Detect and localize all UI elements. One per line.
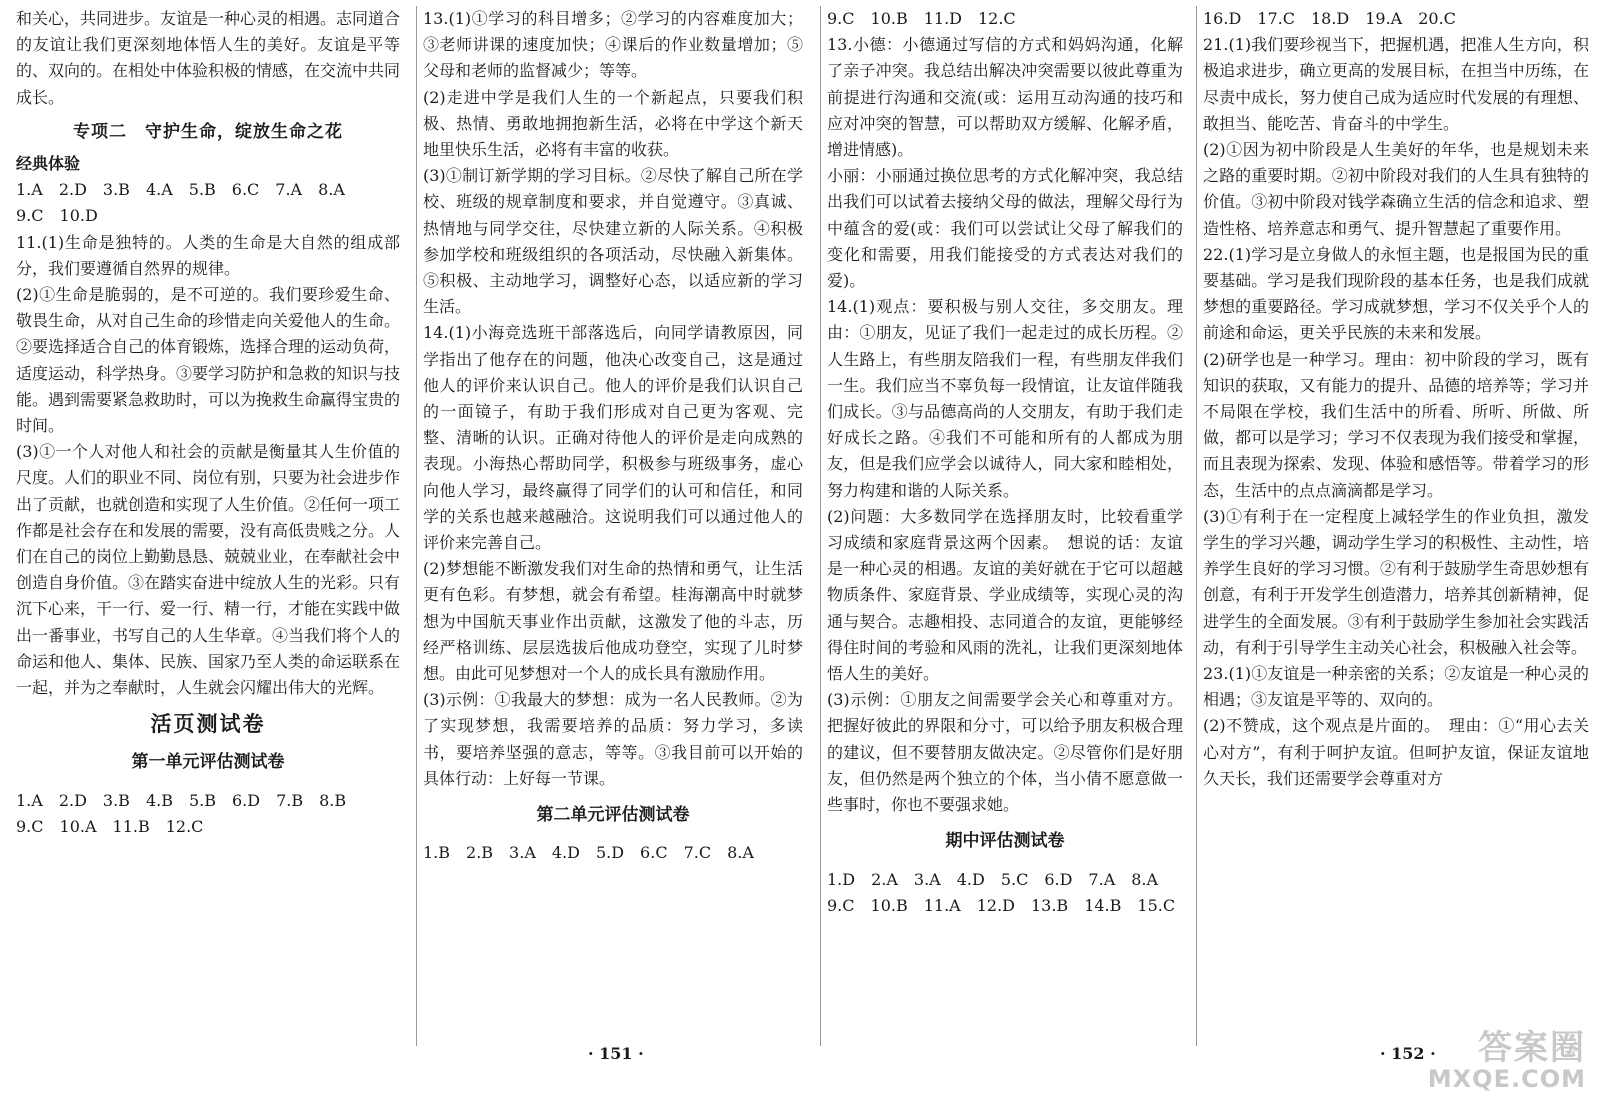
question-14-part-2: (2)梦想能不断激发我们对生命的热情和勇气，让生活更有色彩。有梦想，就会有希望。桂海潮高中时就梦想为中国航天事业作出贡献，这激发了他的斗志，历经严格训练、层层选拔后他成功登空，实现了儿时梦想。由此可见梦想对一个人的成长具有激励作用。 bbox=[423, 559, 803, 684]
big-title: 活页测试卷 bbox=[150, 711, 266, 737]
answer-line: 9.C 10.B 11.A 12.D 13.B 14.B 15.C bbox=[827, 895, 1176, 915]
unit-title: 第二单元评估测试卷 bbox=[536, 805, 690, 826]
question-22-part-3: (3)①有利于在一定程度上减轻学生的作业负担，激发学生的学习兴趣，调动学生学习的积极性、主动性，培养学生良好的学习习惯。②有利于鼓励学生奇思妙想有创意，有利于开发学生创造潜力，培养其创新精神，促进学生的全面发展。③有利于鼓励学生参加社会实践活动，有利于引导学生主动关心社会，积极融入社会等。 bbox=[1203, 506, 1589, 657]
page-number-right: · 152 · bbox=[1380, 1044, 1436, 1063]
question-14-part-1: 14.(1)观点：要积极与别人交往，多交朋友。理由：①朋友，见证了我们一起走过的成长历程。②人生路上，有些朋友陪我们一程，有些朋友伴我们一生。我们应当不辜负每一段情谊，让友谊伴随我们成长。③与品德高尚的人交朋友，有助于我们走好成长之路。④我们不可能和所有的人都成为朋友，但是我们应学会以诚待人，同大家和睦相处，努力构建和谐的人际关系。 bbox=[827, 297, 1183, 500]
answer-line: 9.C 10.D bbox=[16, 206, 98, 226]
answer-line: 9.C 10.A 11.B 12.C bbox=[16, 816, 204, 836]
question-22-part-1: 22.(1)学习是立身做人的永恒主题，也是报国为民的重要基础。学习是我们现阶段的基本任务，也是我们成就梦想的重要路径。学习成就梦想，学习不仅关乎个人的前途和命运，更关乎民族的未来和发展。 bbox=[1203, 244, 1589, 343]
column-1 bbox=[16, 6, 400, 1046]
question-21-part-1: 21.(1)我们要珍视当下，把握机遇，把准人生方向，积极追求进步，确立更高的发展目标，在担当中历练，在尽责中成长，努力使自己成为适应时代发展的有理想、敢担当、能吃苦、肯奋斗的中学生。 bbox=[1203, 35, 1589, 133]
paragraph: 和关心，共同进步。友谊是一种心灵的相遇。志同道合的友谊让我们更深刻地体悟人生的美好。友谊是平等的、双向的。在相处中体验积极的情感，在交流中共同成长。 bbox=[16, 9, 400, 107]
question-21-part-2: (2)①因为初中阶段是人生美好的年华，也是规划未来之路的重要时期。②初中阶段对我们的人生具有独特的价值。③初中阶段对钱学森确立生活的信念和追求、塑造性格、培养意志和勇气、提升智慧起了重要作用。 bbox=[1203, 140, 1589, 238]
question-13-part-b: 小丽：小丽通过换位思考的方式化解冲突，我总结出我们可以试着去接纳父母的做法，理解父母行为中蕴含的爱(或：我们可以尝试让父母了解我们的变化和需要，用我们能接受的方式表达对我们的爱)。 bbox=[827, 166, 1183, 291]
sub-title: 经典体验 bbox=[16, 154, 81, 174]
question-11-part-2: (2)①生命是脆弱的，是不可逆的。我们要珍爱生命、敬畏生命，从对自己生命的珍惜走向关爱他人的生命。②要选择适合自己的体育锻炼，选择合理的运动负荷，适度运动，科学热身。③要学习防护和急救的知识与技能。遇到需要紧急救助时，可以为挽救生命赢得宝贵的时间。 bbox=[16, 285, 400, 436]
answer-line: 1.A 2.D 3.B 4.A 5.B 6.C 7.A 8.A bbox=[16, 180, 345, 200]
column-2 bbox=[416, 6, 803, 1046]
question-13-part-2: (2)走进中学是我们人生的一个新起点，只要我们积极、热情、勇敢地拥抱新生活，必将在中学这个新天地里快乐生活，必将有丰富的收获。 bbox=[423, 87, 803, 160]
question-14-part-3: (3)示例：①我最大的梦想：成为一名人民教师。②为了实现梦想，我需要培养的品质：努力学习，多读书，要培养坚强的意志，等等。③我目前可以开始的具体行动：上好每一节课。 bbox=[423, 690, 803, 788]
exam-title: 期中评估测试卷 bbox=[945, 831, 1065, 852]
answer-line: 9.C 10.B 11.D 12.C bbox=[827, 9, 1016, 28]
watermark: 答案圈 MXQE.COM bbox=[1427, 1028, 1586, 1093]
question-23-part-1: 23.(1)①友谊是一种亲密的关系；②友谊是一种心灵的相遇；③友谊是平等的、双向的。 bbox=[1203, 664, 1589, 710]
answer-line: 16.D 17.C 18.D 19.A 20.C bbox=[1203, 9, 1456, 28]
column-3 bbox=[820, 6, 1183, 1046]
section-title: 专项二 守护生命，绽放生命之花 bbox=[73, 121, 343, 142]
question-14-part-2: (2)问题：大多数同学在选择朋友时，比较看重学习成绩和家庭背景这两个因素。 想说的话：友谊是一种心灵的相遇。友谊的美好就在于它可以超越物质条件、家庭背景、学业成绩等，实现心灵的沟通与契合。志趣相投、志同道合的友谊，更能够经得住时间的考验和风雨的洗礼，让我们更深刻地体悟人生的美好。 bbox=[827, 506, 1183, 684]
question-11-part-3: (3)①一个人对他人和社会的贡献是衡量其人生价值的尺度。人们的职业不同、岗位有别，只要为社会进步作出了贡献，也就创造和实现了人生价值。②任何一项工作都是社会存在和发展的需要，没有高低贵贱之分。人们在自己的岗位上勤勤恳恳、兢兢业业，在奉献社会中创造自身价值。③在踏实奋进中绽放人生的光彩。只有沉下心来，干一行、爱一行、精一行，才能在实践中做出一番事业，书写自己的人生华章。④当我们将个人的命运和他人、集体、民族、国家乃至人类的命运联系在一起，并为之奉献时，人生就会闪耀出伟大的光辉。 bbox=[16, 442, 400, 698]
question-22-part-2: (2)研学也是一种学习。理由：初中阶段的学习，既有知识的获取，又有能力的提升、品德的培养等；学习并不局限在学校，我们生活中的所看、所听、所做、所做，都可以是学习；学习不仅表现为我们接受和掌握，而且表现为探索、发现、体验和感悟等。带着学习的形态，生活中的点点滴滴都是学习。 bbox=[1203, 349, 1589, 500]
question-13-part-3: (3)①制订新学期的学习目标。②尽快了解自己所在学校、班级的规章制度和要求，并自觉遵守。③真诚、热情地与同学交往，尽快建立新的人际关系。④积极参加学校和班级组织的各项活动，尽快融入新集体。⑤积极、主动地学习，调整好心态，以适应新的学习生活。 bbox=[423, 166, 803, 317]
question-13-part-a: 13.小德：小德通过写信的方式和妈妈沟通，化解了亲子冲突。我总结出解决冲突需要以彼此尊重为前提进行沟通和交流(或：运用互动沟通的技巧和应对冲突的智慧，可以帮助双方缓解、化解矛盾，增进情感)。 bbox=[827, 35, 1183, 160]
answer-line: 1.A 2.D 3.B 4.B 5.B 6.D 7.B 8.B bbox=[16, 790, 347, 810]
answer-line: 1.D 2.A 3.A 4.D 5.C 6.D 7.A 8.A bbox=[827, 869, 1159, 889]
question-23-part-2: (2)不赞成，这个观点是片面的。 理由：①“用心去关心对方”，有利于呵护友谊。但呵护友谊，保证友谊地久天长，我们还需要学会尊重对方 bbox=[1203, 716, 1589, 788]
column-4 bbox=[1196, 6, 1589, 1046]
question-11-part-1: 11.(1)生命是独特的。人类的生命是大自然的组成部分，我们要遵循自然界的规律。 bbox=[16, 232, 400, 278]
unit-title: 第一单元评估测试卷 bbox=[131, 752, 285, 773]
question-13-part-1: 13.(1)①学习的科目增多；②学习的内容难度加大；③老师讲课的速度加快；④课后的作业数量增加；⑤父母和老师的监督减少；等等。 bbox=[423, 9, 803, 81]
page-number-left: · 151 · bbox=[588, 1044, 644, 1063]
answer-line: 1.B 2.B 3.A 4.D 5.D 6.C 7.C 8.A bbox=[423, 843, 754, 863]
question-14-part-1: 14.(1)小海竞选班干部落选后，向同学请教原因，同学指出了他存在的问题，他决心改变自己，这是通过他人的评价来认识自己。他人的评价是我们认识自己的一面镜子，有助于我们形成对自己更为客观、完整、清晰的认识。正确对待他人的评价是走向成熟的表现。小海热心帮助同学，积极参与班级事务，虚心向他人学习，最终赢得了同学们的认可和信任，和同学的关系也越来越融洽。这说明我们可以通过他人的评价来完善自己。 bbox=[423, 323, 803, 553]
question-14-part-3: (3)示例：①朋友之间需要学会关心和尊重对方。把握好彼此的界限和分寸，可以给予朋友积极合理的建议，但不要替朋友做决定。②尽管你们是好朋友，但仍然是两个独立的个体，当小倩不愿意做一些事时，你也不要强求她。 bbox=[827, 690, 1183, 815]
